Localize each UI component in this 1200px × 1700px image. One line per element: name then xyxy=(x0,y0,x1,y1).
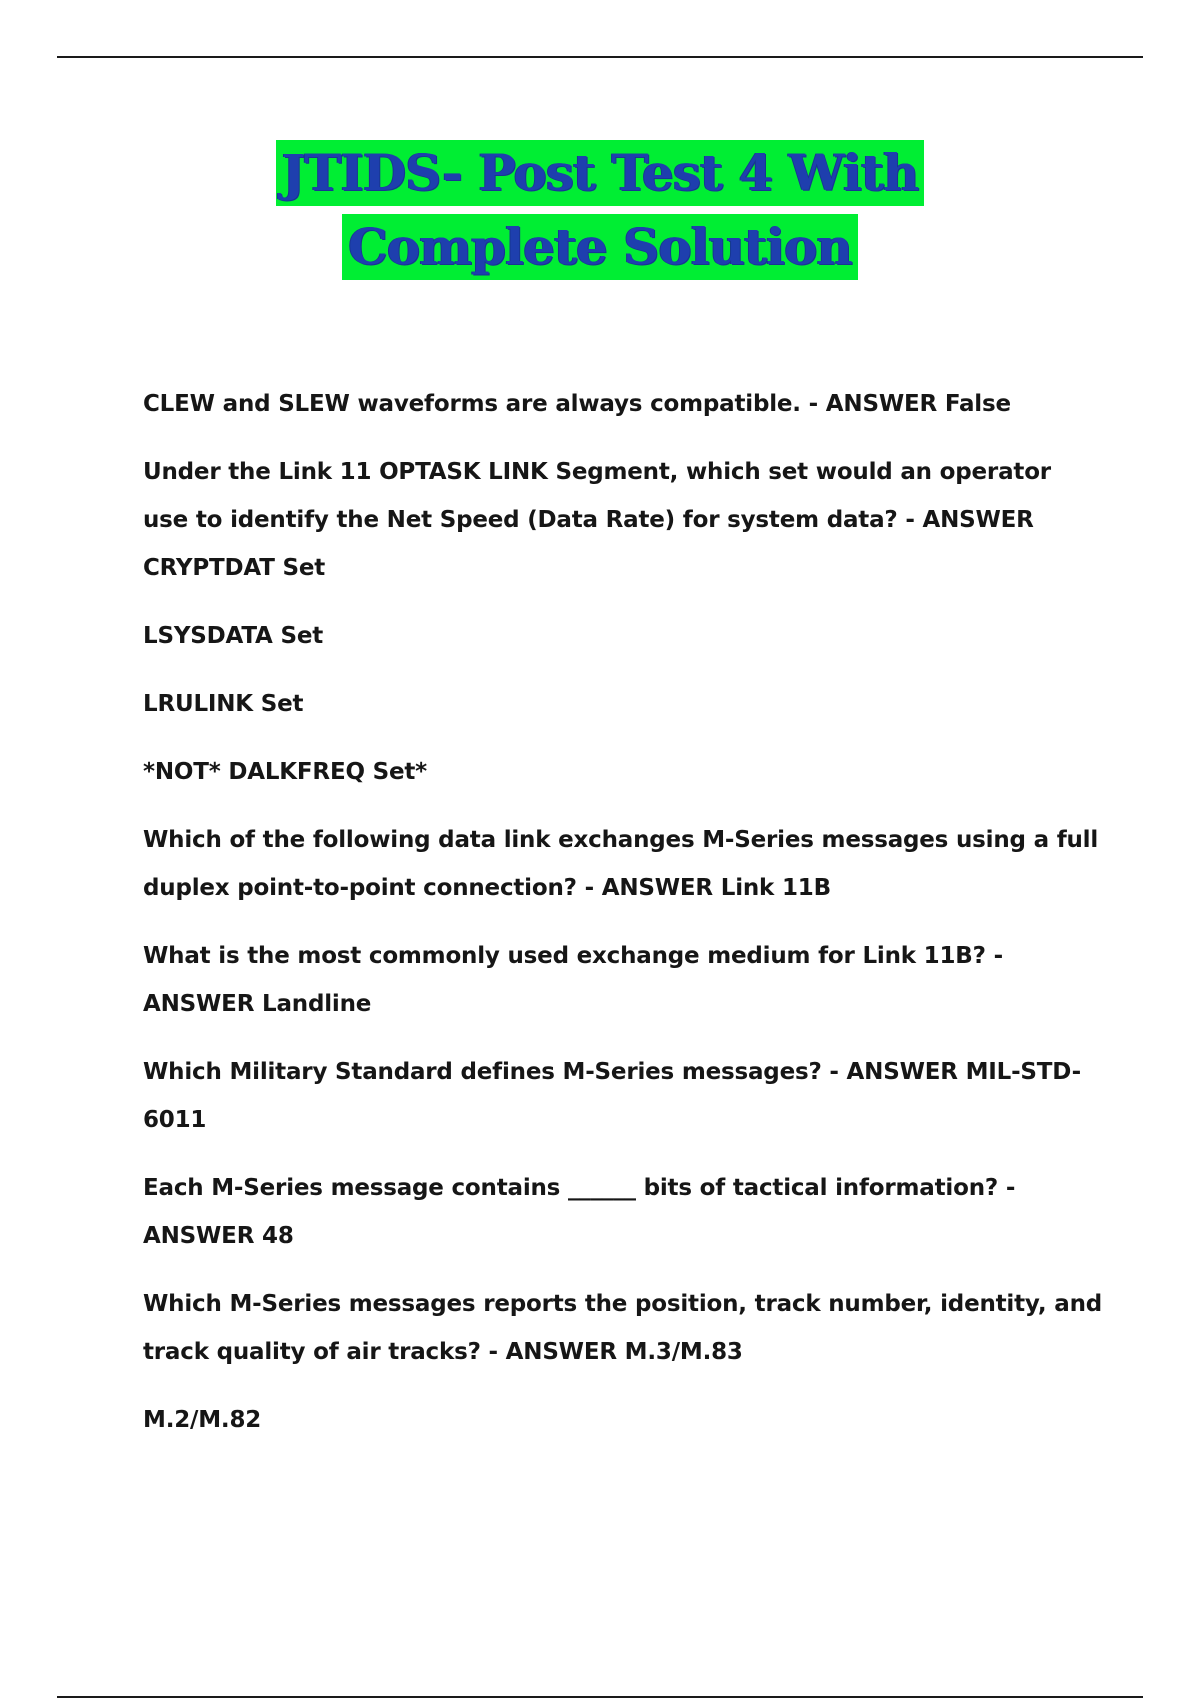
qa-content xyxy=(143,380,1103,1464)
footer-rule xyxy=(57,1696,1143,1698)
qa-paragraph: Which Military Standard defines M-Series messages? - ANSWER MIL-STD-6011 xyxy=(143,1059,1081,1133)
qa-paragraph: CLEW and SLEW waveforms are always compatible. - ANSWER False xyxy=(143,391,1011,417)
header-rule xyxy=(57,56,1143,58)
qa-paragraph: Which of the following data link exchanges M-Series messages using a full duplex point-to-point connection? - ANSWER Link 11B xyxy=(143,827,1099,901)
qa-paragraph: Under the Link 11 OPTASK LINK Segment, which set would an operator use to identify the Net Speed (Data Rate) for system data? - ANSWER CRYPTDAT Set xyxy=(143,459,1051,581)
qa-paragraph: LSYSDATA Set xyxy=(143,623,324,649)
document-title xyxy=(0,140,1200,280)
qa-paragraph: M.2/M.82 xyxy=(143,1407,262,1433)
qa-paragraph: LRULINK Set xyxy=(143,691,304,717)
qa-paragraph: *NOT* DALKFREQ Set* xyxy=(143,759,428,785)
title-line-1: JTIDS- Post Test 4 With xyxy=(276,140,925,206)
qa-paragraph: What is the most commonly used exchange medium for Link 11B? - ANSWER Landline xyxy=(143,943,1003,1017)
qa-paragraph: Each M-Series message contains ______ bits of tactical information? - ANSWER 48 xyxy=(143,1175,1016,1249)
qa-paragraph: Which M-Series messages reports the position, track number, identity, and track quality of air tracks? - ANSWER M.3/M.83 xyxy=(143,1291,1103,1365)
title-line-2: Complete Solution xyxy=(342,214,858,280)
